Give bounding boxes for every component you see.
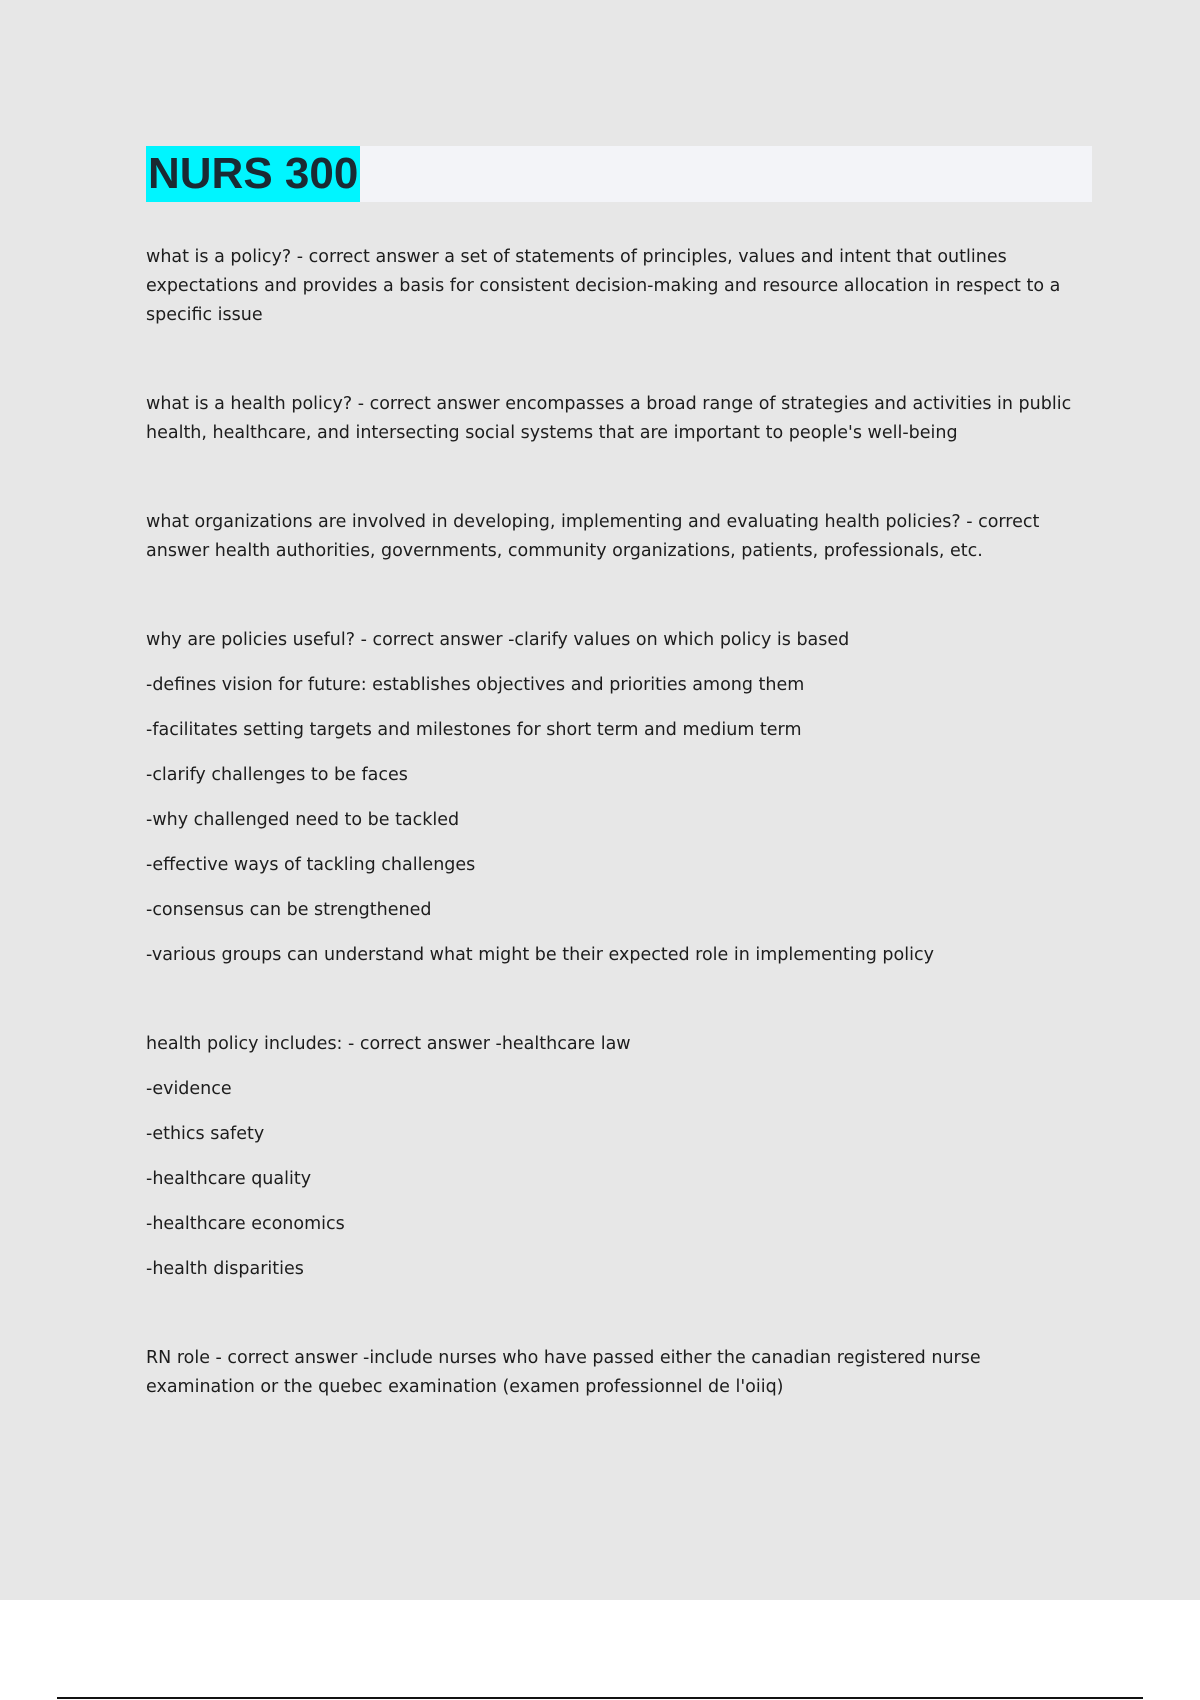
- qa-entry-rn-role: RN role - correct answer -include nurses who have passed either the canadian registered nurse examination or the quebec examination (examen professionnel de l'oiiq): [146, 1348, 981, 1397]
- list-item: -healthcare economics: [146, 1214, 345, 1234]
- list-item: -various groups can understand what might be their expected role in implementing policy: [146, 945, 934, 965]
- list-item: -defines vision for future: establishes objectives and priorities among them: [146, 675, 805, 695]
- footer-divider: [57, 1697, 1143, 1699]
- spacer: [146, 566, 1086, 626]
- spacer: [146, 330, 1086, 390]
- spacer: [146, 448, 1086, 508]
- list-item: -evidence: [146, 1079, 232, 1099]
- list-item: -clarify challenges to be faces: [146, 765, 408, 785]
- qa-entry-organizations: what organizations are involved in developing, implementing and evaluating health policies? - correct answer health authorities, governments, community organizations, patients, professionals, etc.: [146, 512, 1040, 561]
- list-item: -consensus can be strengthened: [146, 900, 432, 920]
- list-item: -health disparities: [146, 1259, 304, 1279]
- list-item: -healthcare quality: [146, 1169, 312, 1189]
- title-bar: [146, 146, 1092, 202]
- qa-entry-policies-useful: [146, 626, 1086, 970]
- spacer: [146, 970, 1086, 1030]
- list-item: -ethics safety: [146, 1124, 265, 1144]
- qa-entry-health-policy: what is a health policy? - correct answer encompasses a broad range of strategies and activities in public health, healthcare, and intersecting social systems that are important to people's well-being: [146, 394, 1072, 443]
- qa-entry-health-policy-includes: [146, 1030, 1086, 1284]
- list-item: -facilitates setting targets and milestones for short term and medium term: [146, 720, 802, 740]
- spacer: [146, 1284, 1086, 1344]
- list-item: why are policies useful? - correct answer -clarify values on which policy is based: [146, 630, 850, 650]
- qa-entry-policy: what is a policy? - correct answer a set of statements of principles, values and intent that outlines expectations and provides a basis for consistent decision-making and resource allocation in respect to a specific issue: [146, 247, 1061, 325]
- document-title: NURS 300: [146, 146, 360, 202]
- list-item: health policy includes: - correct answer -healthcare law: [146, 1034, 631, 1054]
- list-item: -why challenged need to be tackled: [146, 810, 460, 830]
- document-content: [146, 243, 1086, 1402]
- list-item: -effective ways of tackling challenges: [146, 855, 476, 875]
